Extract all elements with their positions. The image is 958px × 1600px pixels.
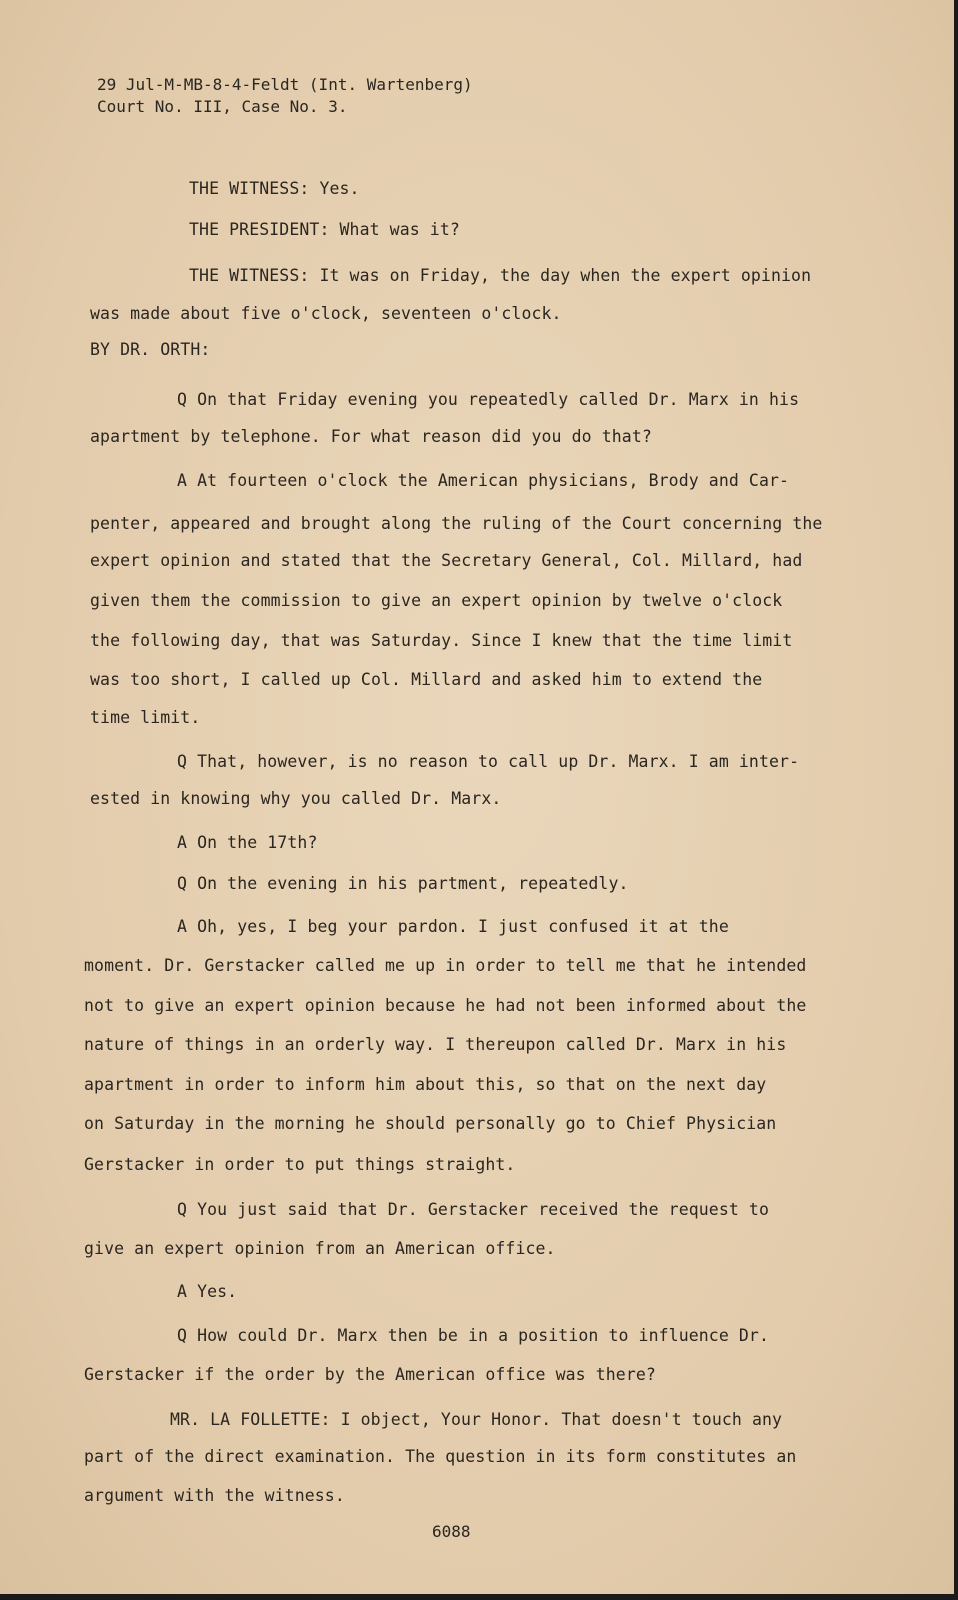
- text-line: the following day, that was Saturday. Since I knew that the time limit: [90, 631, 793, 650]
- scan-edge-right: [954, 0, 958, 1600]
- text-line: apartment by telephone. For what reason did you do that?: [90, 427, 652, 446]
- text-line: nature of things in an orderly way. I thereupon called Dr. Marx in his: [84, 1035, 787, 1054]
- text-line: THE PRESIDENT: What was it?: [189, 220, 460, 239]
- text-line: give an expert opinion from an American office.: [84, 1239, 556, 1258]
- text-line: Q On the evening in his partment, repeatedly.: [177, 874, 629, 893]
- text-line: penter, appeared and brought along the ruling of the Court concerning the: [90, 514, 823, 533]
- text-line: Q That, however, is no reason to call up Dr. Marx. I am inter-: [177, 752, 800, 771]
- text-line: A Oh, yes, I beg your pardon. I just confused it at the: [177, 917, 729, 936]
- header-line-1: 29 Jul-M-MB-8-4-Feldt (Int. Wartenberg): [97, 75, 473, 94]
- text-line: A Yes.: [177, 1282, 238, 1301]
- text-line: MR. LA FOLLETTE: I object, Your Honor. That doesn't touch any: [170, 1410, 783, 1429]
- text-line: THE WITNESS: Yes.: [189, 179, 360, 198]
- text-line: apartment in order to inform him about this, so that on the next day: [84, 1075, 767, 1094]
- header-line-2: Court No. III, Case No. 3.: [97, 97, 348, 116]
- text-line: part of the direct examination. The question in its form constitutes an: [84, 1447, 797, 1466]
- text-line: not to give an expert opinion because he had not been informed about the: [84, 996, 807, 1015]
- text-line: BY DR. ORTH:: [90, 340, 211, 359]
- text-line: on Saturday in the morning he should personally go to Chief Physician: [84, 1114, 777, 1133]
- text-line: ested in knowing why you called Dr. Marx.: [90, 789, 502, 808]
- text-line: moment. Dr. Gerstacker called me up in order to tell me that he intended: [84, 956, 807, 975]
- text-line: Gerstacker in order to put things straight.: [84, 1155, 516, 1174]
- text-line: time limit.: [90, 708, 201, 727]
- page-number: 6088: [432, 1522, 471, 1541]
- scan-edge-bottom: [0, 1594, 958, 1600]
- text-line: expert opinion and stated that the Secretary General, Col. Millard, had: [90, 551, 803, 570]
- text-line: Gerstacker if the order by the American office was there?: [84, 1365, 656, 1384]
- text-line: was made about five o'clock, seventeen o'clock.: [90, 304, 562, 323]
- text-line: A On the 17th?: [177, 833, 318, 852]
- text-line: Q You just said that Dr. Gerstacker received the request to: [177, 1200, 769, 1219]
- text-line: argument with the witness.: [84, 1486, 345, 1505]
- text-line: Q How could Dr. Marx then be in a position to influence Dr.: [177, 1326, 769, 1345]
- text-line: was too short, I called up Col. Millard and asked him to extend the: [90, 670, 763, 689]
- text-line: THE WITNESS: It was on Friday, the day when the expert opinion: [189, 266, 812, 285]
- text-line: Q On that Friday evening you repeatedly called Dr. Marx in his: [177, 390, 800, 409]
- document-header: [97, 74, 473, 118]
- text-line: given them the commission to give an expert opinion by twelve o'clock: [90, 591, 783, 610]
- text-line: A At fourteen o'clock the American physicians, Brody and Car-: [177, 471, 790, 490]
